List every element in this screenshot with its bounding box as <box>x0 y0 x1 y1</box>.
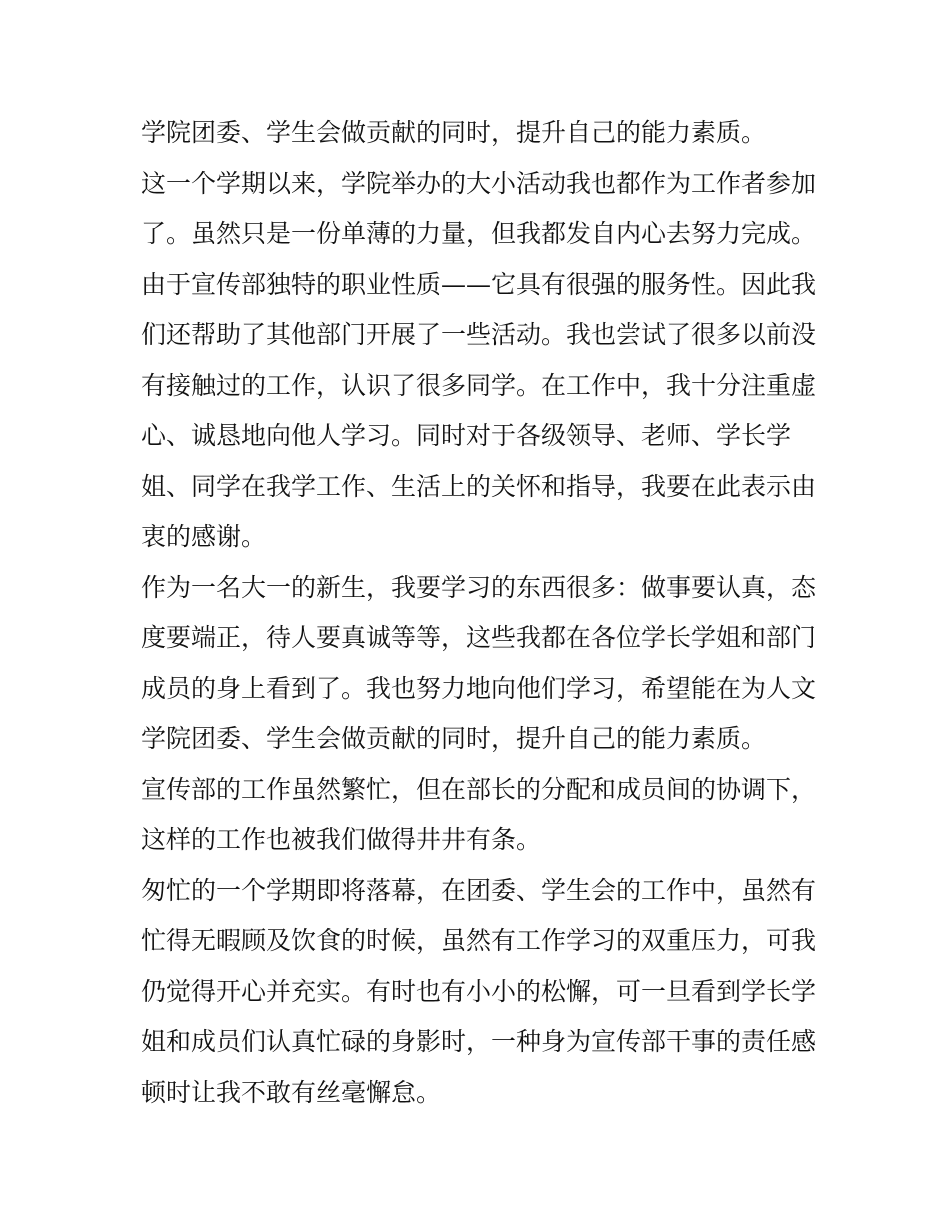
text-line: 宣传部的工作虽然繁忙，但在部长的分配和成员间的协调下， <box>141 774 817 804</box>
text-line: 衷的感谢。 <box>141 522 267 551</box>
text-line: 这一个学期以来，学院举办的大小活动我也都作为工作者参加 <box>141 168 817 198</box>
text-line: 姐、同学在我学工作、生活上的关怀和指导，我要在此表示由 <box>141 471 817 501</box>
text-line: 们还帮助了其他部门开展了一些活动。我也尝试了很多以前没 <box>141 320 817 349</box>
text-line: 这样的工作也被我们做得井井有条。 <box>141 825 542 854</box>
text-line: 匆忙的一个学期即将落幕，在团委、学生会的工作中，虽然有 <box>141 875 817 905</box>
document-body-text <box>141 108 831 1118</box>
text-line: 顿时让我不敢有丝毫懈怠。 <box>141 1077 442 1107</box>
text-line: 作为一名大一的新生，我要学习的东西很多：做事要认真，态 <box>141 572 817 602</box>
text-line: 学院团委、学生会做贡献的同时，提升自己的能力素质。 <box>141 118 767 147</box>
text-line: 心、诚恳地向他人学习。同时对于各级领导、老师、学长学 <box>141 421 792 450</box>
text-line: 仍觉得开心并充实。有时也有小小的松懈，可一旦看到学长学 <box>141 976 817 1006</box>
text-line: 忙得无暇顾及饮食的时候，虽然有工作学习的双重压力，可我 <box>141 926 817 955</box>
text-line: 由于宣传部独特的职业性质——它具有很强的服务性。因此我 <box>141 269 817 299</box>
text-line: 了。虽然只是一份单薄的力量，但我都发自内心去努力完成。 <box>141 219 817 248</box>
text-line: 姐和成员们认真忙碌的身影时，一种身为宣传部干事的责任感 <box>141 1027 817 1056</box>
text-line: 学院团委、学生会做贡献的同时，提升自己的能力素质。 <box>141 724 767 753</box>
text-line: 度要端正，待人要真诚等等，这些我都在各位学长学姐和部门 <box>141 623 817 652</box>
text-line: 有接触过的工作，认识了很多同学。在工作中，我十分注重虚 <box>141 370 817 400</box>
text-line: 成员的身上看到了。我也努力地向他们学习，希望能在为人文 <box>141 673 817 703</box>
